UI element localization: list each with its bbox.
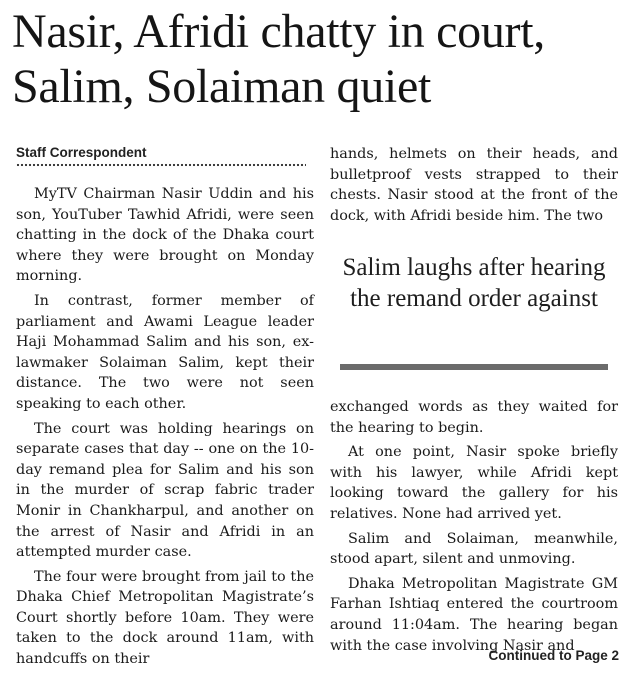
paragraph: hands, helmets on their heads, and bulletproof vests strapped to their chests. Nasir stood at the front of the dock, with Afridi beside him. The two — [330, 146, 618, 224]
paragraph: exchanged words as they waited for the hearing to begin. — [330, 399, 618, 436]
headline-line-1: Nasir, Afridi chatty in court, — [12, 5, 545, 58]
paragraph: MyTV Chairman Nasir Uddin and his son, YouTuber Tawhid Afridi, were seen chatting in the dock of the Dhaka court where they were brought on Monday morning. — [16, 186, 314, 285]
dotted-divider — [16, 163, 306, 167]
paragraph: The four were brought from jail to the Dhaka Chief Metropolitan Magistrate’s Court shortly before 10am. They were taken to the dock around 11am, with handcuffs on their — [16, 568, 314, 668]
paragraph: Dhaka Metropolitan Magistrate GM Farhan Ishtiaq entered the courtroom around 11:04am. The hearing began with the case involving Nasir and — [330, 575, 618, 654]
right-column-top — [330, 144, 618, 230]
right-column-bottom — [330, 397, 618, 660]
headline — [12, 4, 624, 114]
paragraph: The court was holding hearings on separate cases that day -- one on the 10-day remand plea for Salim and his son in the murder of scrap fabric trader Monir in Chankharpul, and another on the arrest of Nasir and Afridi in an attempted murder case. — [16, 420, 314, 561]
pull-quote: Salim laughs after hearing the remand order against — [342, 254, 606, 312]
pull-quote-rule — [340, 364, 608, 370]
paragraph: At one point, Nasir spoke briefly with his lawyer, while Afridi kept looking toward the gallery for his relatives. None had arrived yet. — [330, 444, 618, 522]
left-column — [16, 184, 314, 674]
paragraph: Salim and Solaiman, meanwhile, stood apart, silent and unmoving. — [330, 530, 618, 568]
byline: Staff Correspondent — [16, 145, 147, 160]
headline-line-2: Salim, Solaiman quiet — [12, 60, 431, 113]
paragraph: In contrast, former member of parliament and Awami League leader Haji Mohammad Salim and his son, ex-lawmaker Solaiman Salim, kept their distance. The two were not seen speaking to each other. — [16, 292, 314, 412]
continued-link[interactable]: Continued to Page 2 — [488, 648, 619, 663]
